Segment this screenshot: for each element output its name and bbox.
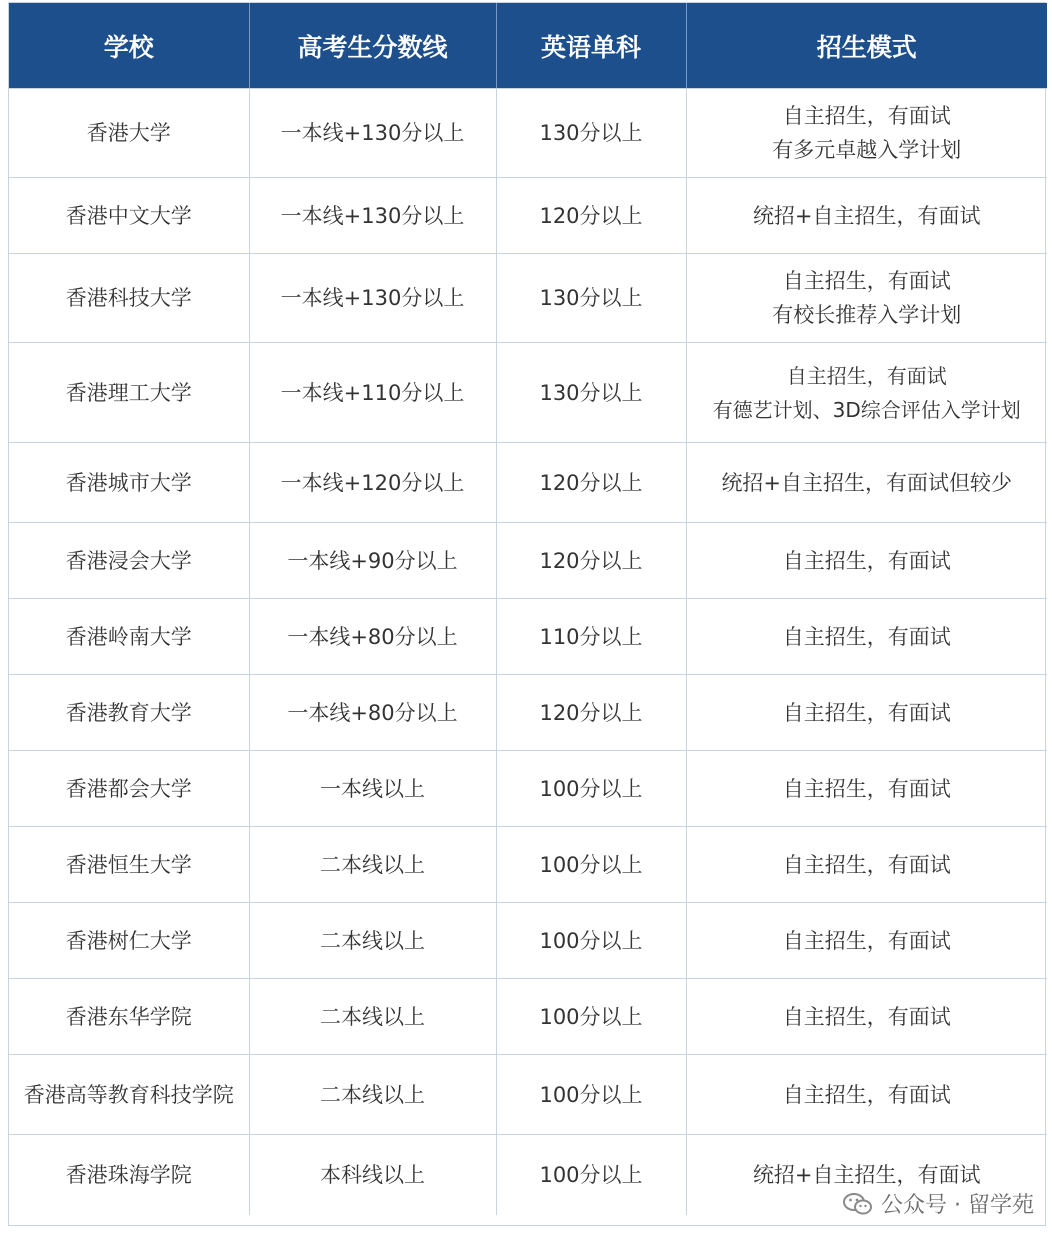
table-row	[9, 1055, 1047, 1135]
cell-school: 香港高等教育科技学院	[9, 1055, 249, 1135]
cell-mode	[686, 675, 1047, 751]
cell-school: 香港教育大学	[9, 675, 249, 751]
cell-mode-line: 自主招生，有面试	[782, 624, 951, 649]
cell-mode-line: 统招+自主招生，有面试	[752, 203, 981, 228]
cell-mode-line: 自主招生，有面试	[782, 852, 951, 877]
cell-school: 香港恒生大学	[9, 827, 249, 903]
cell-mode-line: 自主招生，有面试	[782, 700, 951, 725]
cell-mode-line: 自主招生，有面试	[786, 363, 947, 388]
cell-mode-line: 有德艺计划、3D综合评估入学计划	[712, 397, 1021, 422]
cell-mode	[686, 443, 1047, 523]
cell-score: 一本线以上	[249, 751, 496, 827]
cell-school: 香港大学	[9, 89, 249, 178]
header-english: 英语单科	[496, 3, 686, 89]
header-school: 学校	[9, 3, 249, 89]
cell-english: 100分以上	[496, 903, 686, 979]
cell-mode-line: 统招+自主招生，有面试但较少	[721, 470, 1013, 495]
header-score-line: 高考生分数线	[249, 3, 496, 89]
cell-school: 香港树仁大学	[9, 903, 249, 979]
cell-score: 二本线以上	[249, 979, 496, 1055]
cell-english: 100分以上	[496, 979, 686, 1055]
cell-school: 香港城市大学	[9, 443, 249, 523]
cell-english: 120分以上	[496, 675, 686, 751]
cell-mode	[686, 903, 1047, 979]
cell-score: 二本线以上	[249, 1055, 496, 1135]
cell-english: 100分以上	[496, 1055, 686, 1135]
watermark-text: 公众号 · 留学苑	[881, 1193, 1034, 1218]
cell-english: 100分以上	[496, 751, 686, 827]
cell-mode	[686, 523, 1047, 599]
admission-table	[9, 3, 1047, 1215]
cell-mode-line: 有校长推荐入学计划	[772, 303, 962, 327]
cell-school: 香港中文大学	[9, 178, 249, 254]
cell-mode-line: 自主招生，有面试	[782, 1082, 951, 1107]
cell-english: 100分以上	[496, 827, 686, 903]
cell-mode-line: 自主招生，有面试	[782, 104, 951, 128]
cell-score: 本科线以上	[249, 1135, 496, 1215]
watermark	[843, 1188, 1034, 1219]
cell-mode-line: 自主招生，有面试	[782, 1004, 951, 1029]
cell-mode	[686, 89, 1047, 178]
cell-score: 一本线+110分以上	[249, 343, 496, 443]
cell-score: 一本线+130分以上	[249, 89, 496, 178]
cell-mode	[686, 254, 1047, 343]
cell-english: 120分以上	[496, 523, 686, 599]
cell-school: 香港理工大学	[9, 343, 249, 443]
cell-score: 一本线+130分以上	[249, 178, 496, 254]
cell-mode	[686, 343, 1047, 443]
cell-english: 130分以上	[496, 254, 686, 343]
cell-mode	[686, 827, 1047, 903]
cell-mode-line: 自主招生，有面试	[782, 776, 951, 801]
cell-english: 130分以上	[496, 343, 686, 443]
cell-mode	[686, 1055, 1047, 1135]
cell-english: 120分以上	[496, 178, 686, 254]
cell-school: 香港岭南大学	[9, 599, 249, 675]
cell-english: 130分以上	[496, 89, 686, 178]
cell-score: 一本线+120分以上	[249, 443, 496, 523]
table-header-row	[9, 3, 1047, 89]
table-row	[9, 178, 1047, 254]
cell-mode-line: 统招+自主招生，有面试	[752, 1162, 981, 1187]
cell-score: 一本线+80分以上	[249, 675, 496, 751]
cell-school: 香港科技大学	[9, 254, 249, 343]
header-admission-mode: 招生模式	[686, 3, 1047, 89]
cell-english: 100分以上	[496, 1135, 686, 1215]
cell-mode-line: 有多元卓越入学计划	[772, 138, 962, 162]
cell-mode	[686, 751, 1047, 827]
cell-mode-line: 自主招生，有面试	[782, 928, 951, 953]
table-row	[9, 343, 1047, 443]
cell-mode	[686, 979, 1047, 1055]
table-row	[9, 675, 1047, 751]
table-row	[9, 599, 1047, 675]
cell-mode	[686, 599, 1047, 675]
cell-school: 香港东华学院	[9, 979, 249, 1055]
table-row	[9, 827, 1047, 903]
cell-score: 一本线+80分以上	[249, 599, 496, 675]
table-row	[9, 443, 1047, 523]
cell-school: 香港都会大学	[9, 751, 249, 827]
cell-score: 一本线+130分以上	[249, 254, 496, 343]
table-row	[9, 979, 1047, 1055]
cell-score: 二本线以上	[249, 903, 496, 979]
table-row	[9, 903, 1047, 979]
cell-score: 一本线+90分以上	[249, 523, 496, 599]
table-row	[9, 89, 1047, 178]
cell-mode	[686, 178, 1047, 254]
cell-english: 120分以上	[496, 443, 686, 523]
cell-school: 香港珠海学院	[9, 1135, 249, 1215]
cell-score: 二本线以上	[249, 827, 496, 903]
cell-school: 香港浸会大学	[9, 523, 249, 599]
table-row	[9, 254, 1047, 343]
table-row	[9, 751, 1047, 827]
cell-mode-line: 自主招生，有面试	[782, 548, 951, 573]
cell-mode-line: 自主招生，有面试	[782, 269, 951, 293]
admission-table-frame	[8, 2, 1046, 1226]
table-row	[9, 523, 1047, 599]
cell-english: 110分以上	[496, 599, 686, 675]
wechat-icon	[843, 1192, 873, 1216]
